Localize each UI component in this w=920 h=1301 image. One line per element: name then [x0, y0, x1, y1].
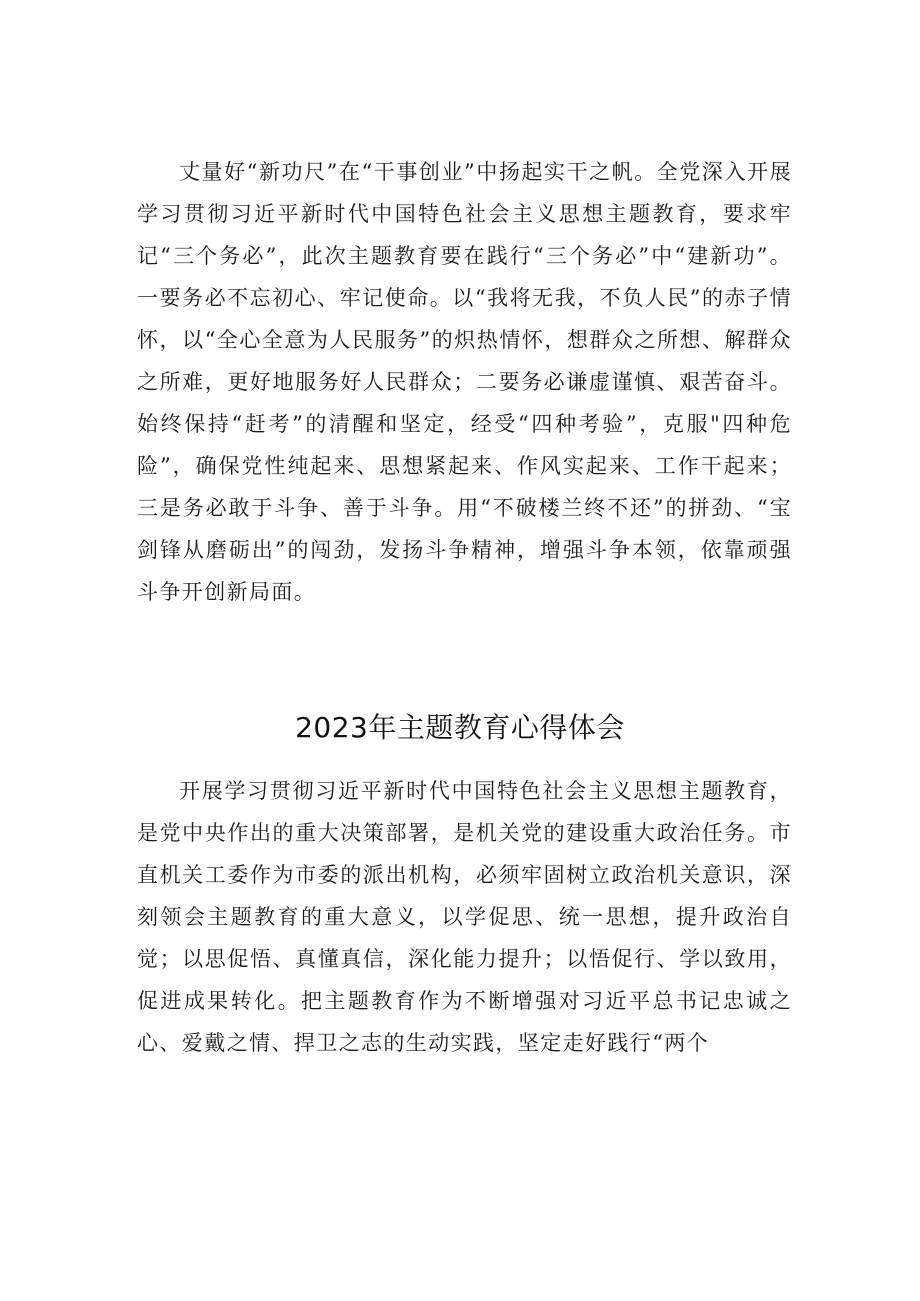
body-paragraph-2: 开展学习贯彻习近平新时代中国特色社会主义思想主题教育，是党中央作出的重大决策部署，是机关党的建设重大政治任务。市直机关工委作为市委的派出机构，必须牢固树立政治机关意识，深刻领会主题教育的重大意义，以学促思、统一思想，提升政治自觉；以思促悟、真懂真信，深化能力提升；以悟促行、学以致用，促进成果转化。把主题教育作为不断增强对习近平总书记忠诚之心、爱戴之情、捍卫之志的生动实践，坚定走好践行“两个	[137, 779, 792, 1055]
body-paragraph-1: 丈量好“新功尺”在“干事创业”中扬起实干之帆。全党深入开展学习贯彻习近平新时代中国特色社会主义思想主题教育，要求牢记“三个务必”，此次主题教育要在践行“三个务必”中“建新功”。一要务必不忘初心、牢记使命。以“我将无我，不负人民”的赤子情怀，以“全心全意为人民服务”的炽热情怀，想群众之所想、解群众之所难，更好地服务好人民群众；二要务必谦虚谨慎、艰苦奋斗。始终保持“赶考”的清醒和坚定，经受“四种考验”，克服"四种危险”，确保党性纯起来、思想紧起来、作风实起来、工作干起来；三是务必敢于斗争、善于斗争。用“不破楼兰终不还”的拼劲、“宝剑锋从磨砺出”的闯劲，发扬斗争精神，增强斗争本领，依靠顽强斗争开创新局面。	[137, 160, 792, 604]
section-title: 2023年主题教育心得体会	[295, 711, 625, 744]
